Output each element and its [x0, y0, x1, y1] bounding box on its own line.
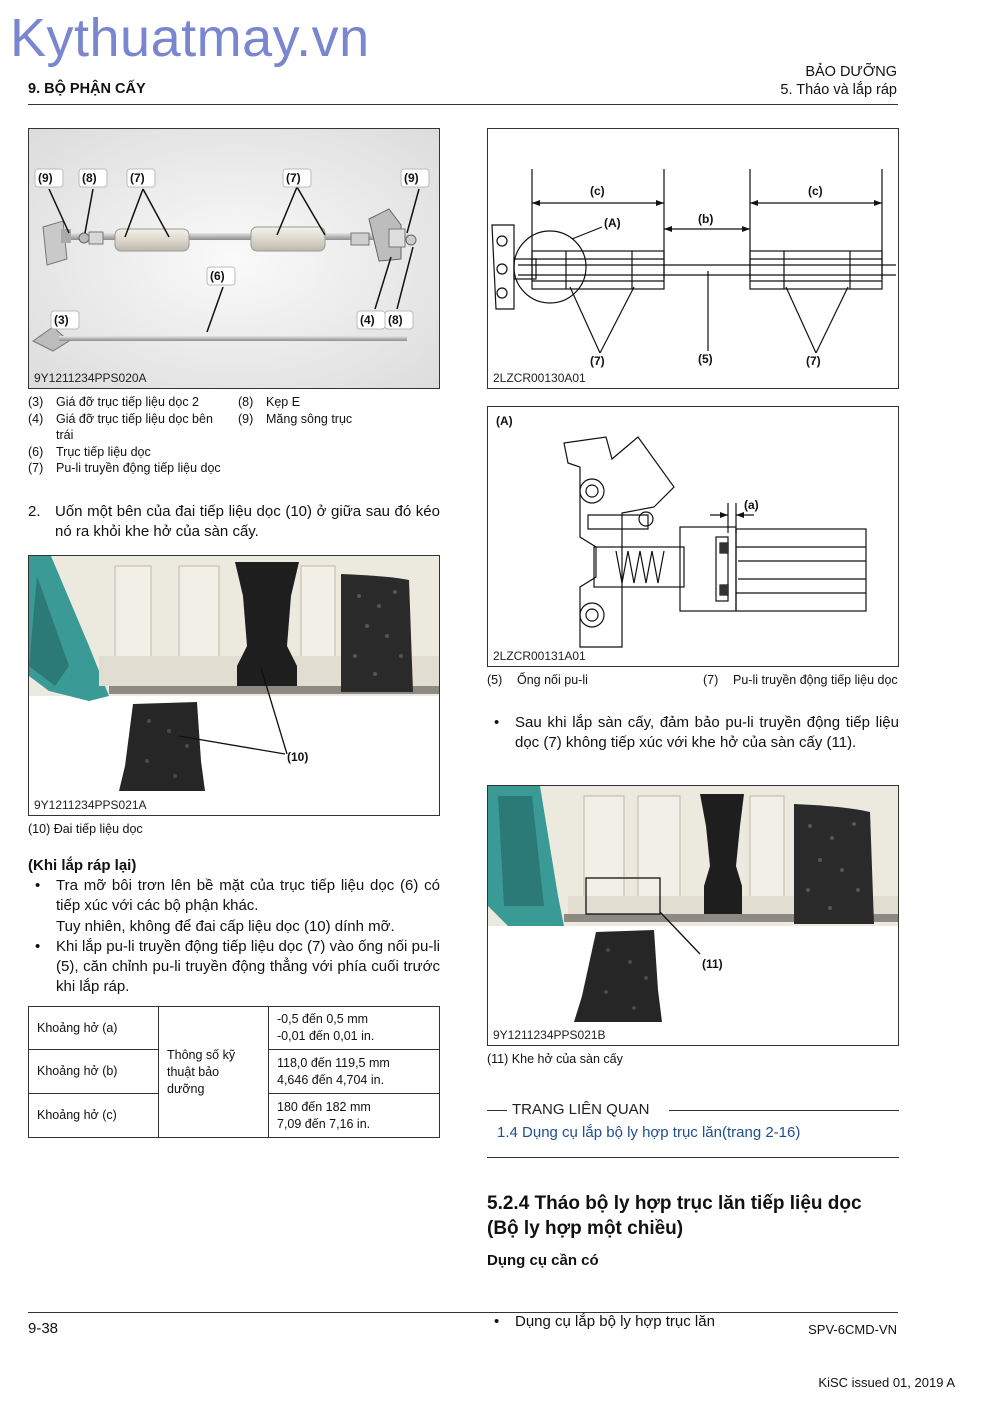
related-title: TRANG LIÊN QUAN [512, 1101, 650, 1118]
reassembly-list [28, 876, 440, 998]
value-mm: -0,5 đến 0,5 mm [277, 1012, 369, 1026]
table-cell [269, 1094, 440, 1138]
fig3-label-c2: (c) [808, 184, 823, 198]
figure-code: 9Y1211234PPS020A [34, 370, 147, 385]
note-after-assembly: • Sau khi lắp sàn cấy, đảm bảo pu-li truyền động tiếp liệu dọc (7) không tiếp xúc với khe hở của sàn cấy (11). [487, 713, 899, 754]
caption-text: Giá đỡ trục tiếp liệu dọc 2 [56, 395, 199, 409]
subsection-title: 5. Tháo và lắp ráp [780, 82, 897, 99]
fig1-label: (7) [130, 171, 145, 185]
spec-table [28, 1006, 440, 1138]
value-mm: 180 đến 182 mm [277, 1099, 371, 1114]
fig1-label: (9) [404, 171, 419, 185]
step-number: 2. [28, 503, 41, 520]
figure-belt-removal [28, 555, 440, 816]
caption-text: Pu-li truyền động tiếp liệu dọc [733, 673, 898, 687]
caption-num: (3) [28, 395, 44, 409]
fig3-label-c: (c) [590, 184, 605, 198]
caption-text: Trục tiếp liệu dọc [56, 444, 151, 459]
caption-text: Giá đỡ trục tiếp liệu dọc bên trái [56, 411, 213, 442]
figure-planting-deck-gap [487, 785, 899, 1046]
table-cell: Khoảng hở (a) [29, 1007, 159, 1050]
detail-a-diagram [488, 407, 899, 667]
caption-text: Măng sông trục [266, 411, 353, 426]
fig3-label-7: (7) [590, 354, 605, 368]
caption-text: Ống nối pu-li [517, 673, 588, 687]
belt-removal-photo [29, 556, 440, 816]
table-cell: Thông số kỹ thuật bảo dưỡng [159, 1007, 269, 1138]
planting-deck-photo [488, 786, 899, 1046]
list-item-text: Khi lắp pu-li truyền động tiếp liệu dọc (7) vào ống nối pu-li (5), căn chỉnh pu-li truyền động thẳng với phía cuối trước khi lắp ráp. [56, 937, 440, 996]
fig3-label-5: (5) [698, 352, 713, 366]
chapter-title: 9. BỘ PHẬN CẤY [28, 81, 146, 97]
list-item-text: Tuy nhiên, không để đai cấp liệu dọc (10) dính mỡ. [56, 917, 395, 935]
tool-name: Dụng cụ lắp bộ ly hợp trục lăn [515, 1312, 715, 1330]
step-2 [28, 502, 440, 543]
figure-clearance-diagram [487, 128, 899, 389]
fig4-label-a: (a) [744, 498, 759, 512]
caption-text: Pu-li truyền động tiếp liệu dọc [56, 461, 221, 475]
fig1-label: (8) [388, 313, 403, 327]
section-title-line: 5.2.4 Tháo bộ ly hợp trục lăn tiếp liệu dọc [487, 1193, 862, 1214]
value-inch: 7,09 đến 7,16 in. [277, 1116, 371, 1131]
fig1-label: (9) [38, 171, 53, 185]
figure4-captions [487, 672, 899, 689]
section-title-line: (Bộ ly hợp một chiều) [487, 1217, 684, 1239]
fig1-label: (6) [210, 269, 225, 283]
figure2-caption: (10) Đai tiếp liệu dọc [28, 822, 143, 836]
figure-code: 9Y1211234PPS021A [34, 797, 147, 812]
reassembly-title: (Khi lắp ráp lại) [28, 857, 137, 874]
figure-code: 2LZCR00131A01 [493, 648, 586, 663]
figure5-caption: (11) Khe hở của sàn cấy [487, 1052, 623, 1066]
fig3-label-7b: (7) [806, 354, 821, 368]
header-right [780, 63, 897, 99]
table-cell [269, 1050, 440, 1094]
caption-num: (8) [238, 395, 254, 409]
shaft-assembly-illustration [29, 129, 440, 389]
fig3-label-a: (A) [604, 216, 621, 230]
fig1-label: (3) [54, 313, 69, 327]
section-title: BẢO DƯỠNG [805, 64, 897, 80]
tools-list-item: • Dụng cụ lắp bộ ly hợp trục lăn [487, 1312, 899, 1332]
list-item: • Khi lắp pu-li truyền động tiếp liệu dọc (7) vào ống nối pu-li (5), căn chỉnh pu-li truyền động thẳng với phía cuối trước khi lắp ráp. [28, 937, 440, 998]
table-cell [269, 1007, 440, 1050]
list-item: • Tra mỡ bôi trơn lên bề mặt của trục tiếp liệu dọc (6) có tiếp xúc với các bộ phận khác. Tuy nhiên, không để đai cấp liệu dọc (10) dính mỡ. [28, 876, 440, 937]
caption-num: (5) [487, 673, 503, 687]
tools-title: Dụng cụ cần có [487, 1252, 599, 1269]
value-inch: 4,646 đến 4,704 in. [277, 1072, 385, 1087]
caption-num: (9) [238, 411, 254, 426]
figure-detail-a [487, 406, 899, 667]
fig2-label: (10) [287, 750, 309, 764]
header-rule [28, 104, 898, 105]
table-cell: Khoảng hở (c) [29, 1094, 159, 1138]
page-number: 9-38 [28, 1320, 59, 1337]
footer-rule [28, 1312, 898, 1313]
note-text: Sau khi lắp sàn cấy, đảm bảo pu-li truyền động tiếp liệu dọc (7) không tiếp xúc với khe hở của sàn cấy (11). [515, 714, 899, 752]
list-item-text: Tra mỡ bôi trơn lên bề mặt của trục tiếp liệu dọc (6) có tiếp xúc với các bộ phận khác. [56, 877, 440, 915]
related-link[interactable]: 1.4 Dụng cụ lắp bộ ly hợp trục lăn(trang 2-16) [497, 1124, 801, 1141]
caption-num: (6) [28, 444, 44, 459]
fig5-label: (11) [702, 957, 723, 971]
issue-info: KiSC issued 01, 2019 A [818, 1375, 955, 1390]
section-heading [487, 1192, 899, 1241]
clearance-diagram [488, 129, 899, 389]
value-mm: 118,0 đến 119,5 mm [277, 1055, 390, 1070]
step-text: Uốn một bên của đai tiếp liệu dọc (10) ở giữa sau đó kéo nó ra khỏi khe hở của sàn cấy. [55, 503, 440, 541]
figure-code: 2LZCR00130A01 [493, 370, 586, 385]
fig4-label-A: (A) [496, 414, 513, 428]
figure-shaft-assembly [28, 128, 440, 389]
related-page-box [487, 1100, 899, 1158]
watermark: Kythuatmay.vn [10, 8, 370, 68]
value-inch: -0,01 đến 0,01 in. [277, 1029, 375, 1043]
table-row [29, 1007, 440, 1050]
caption-text: Kẹp E [266, 395, 301, 409]
table-cell: Khoảng hở (b) [29, 1050, 159, 1094]
fig1-label: (4) [360, 313, 375, 327]
figure-code: 9Y1211234PPS021B [493, 1027, 606, 1042]
fig3-label-b: (b) [698, 212, 714, 226]
caption-num: (7) [703, 673, 719, 687]
caption-num: (7) [28, 461, 44, 475]
document-code: SPV-6CMD-VN [808, 1322, 897, 1337]
figure1-captions [28, 394, 440, 477]
fig1-label: (8) [82, 171, 97, 185]
caption-num: (4) [28, 411, 44, 426]
fig1-label: (7) [286, 171, 301, 185]
